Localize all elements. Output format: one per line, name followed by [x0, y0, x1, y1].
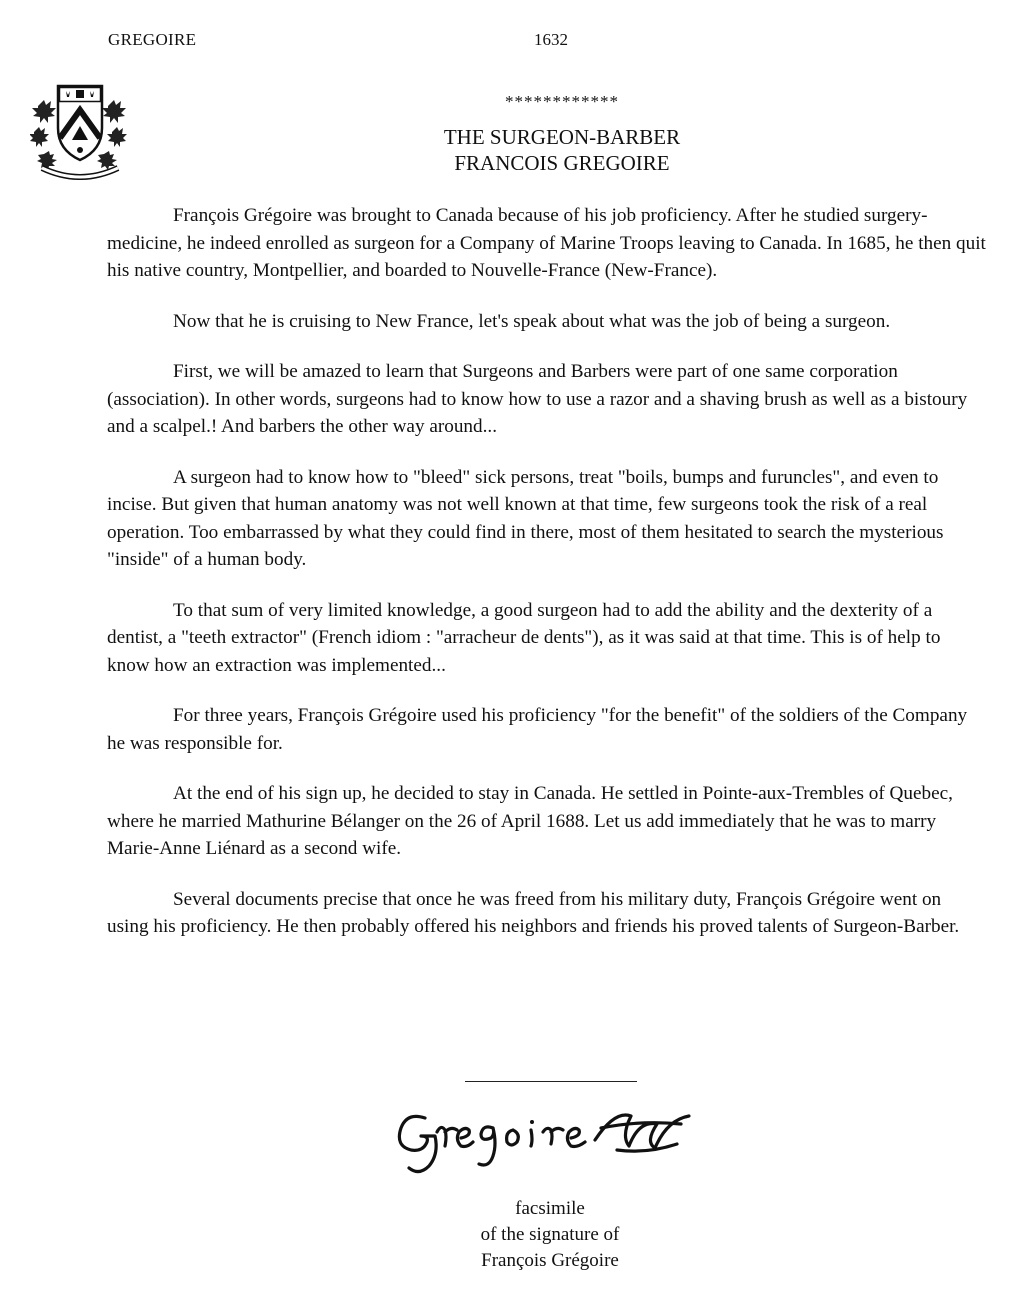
signature-rule — [465, 1081, 637, 1082]
paragraph-3: First, we will be amazed to learn that Surgeons and Barbers were part of one same corporation (association). In other words, surgeons had to know how to use a razor and a shaving brush as well as a bistoury and a scalpel.! And barbers the other way around... — [107, 361, 968, 437]
page-number: 1632 — [534, 30, 568, 49]
paragraph-7: At the end of his sign up, he decided to stay in Canada. He settled in Pointe-aux-Trembles of Quebec, where he married Mathurine Bélanger on the 26 of April 1688. Let us add immediately that he was to marry Marie-Anne Liénard as a second wife. — [107, 783, 953, 859]
caption-line-1: facsimile — [515, 1198, 585, 1219]
paragraph-4: A surgeon had to know how to "bleed" sick persons, treat "boils, bumps and furuncles", and even to incise. But given that human anatomy was not well known at that time, few surgeons took the risk of a real operation. Too embarrassed by what they could find in there, most of them hesitated to search the mysterious "inside" of a human body. — [107, 466, 944, 570]
handwritten-signature — [385, 1088, 715, 1180]
paragraph-8: Several documents precise that once he was freed from his military duty, François Grégoire went on using his proficiency. He then probably offered his neighbors and friends his proved talents of Surgeon-Barber. — [107, 888, 960, 937]
caption-line-3: François Grégoire — [481, 1250, 619, 1271]
body-text — [107, 202, 987, 964]
caption-line-2: of the signature of — [480, 1224, 620, 1245]
title-line-2: FRANCOIS GREGOIRE — [454, 151, 670, 175]
paragraph-6: For three years, François Grégoire used his proficiency "for the benefit" of the soldiers of the Company he was responsible for. — [107, 705, 968, 754]
title-line-1: THE SURGEON-BARBER — [443, 125, 681, 149]
paragraph-1: François Grégoire was brought to Canada because of his job proficiency. After he studied surgery-medicine, he indeed enrolled as surgeon for a Company of Marine Troops leaving to Canada. In 1685, he then quit his native country, Montpellier, and boarded to Nouvelle-France (New-France). — [107, 205, 986, 281]
paragraph-2: Now that he is cruising to New France, let's speak about what was the job of being a surgeon. — [173, 310, 891, 332]
heading-stars: ************ — [505, 92, 619, 111]
signature-caption — [0, 1196, 1033, 1274]
document-title — [0, 124, 1033, 176]
page-header-name: GREGOIRE — [108, 30, 197, 49]
paragraph-5: To that sum of very limited knowledge, a good surgeon had to add the ability and the dexterity of a dentist, a "teeth extractor" (French idiom : "arracheur de dents"), as it was said at that time. This is of help to know how an extraction was implemented... — [107, 599, 941, 676]
